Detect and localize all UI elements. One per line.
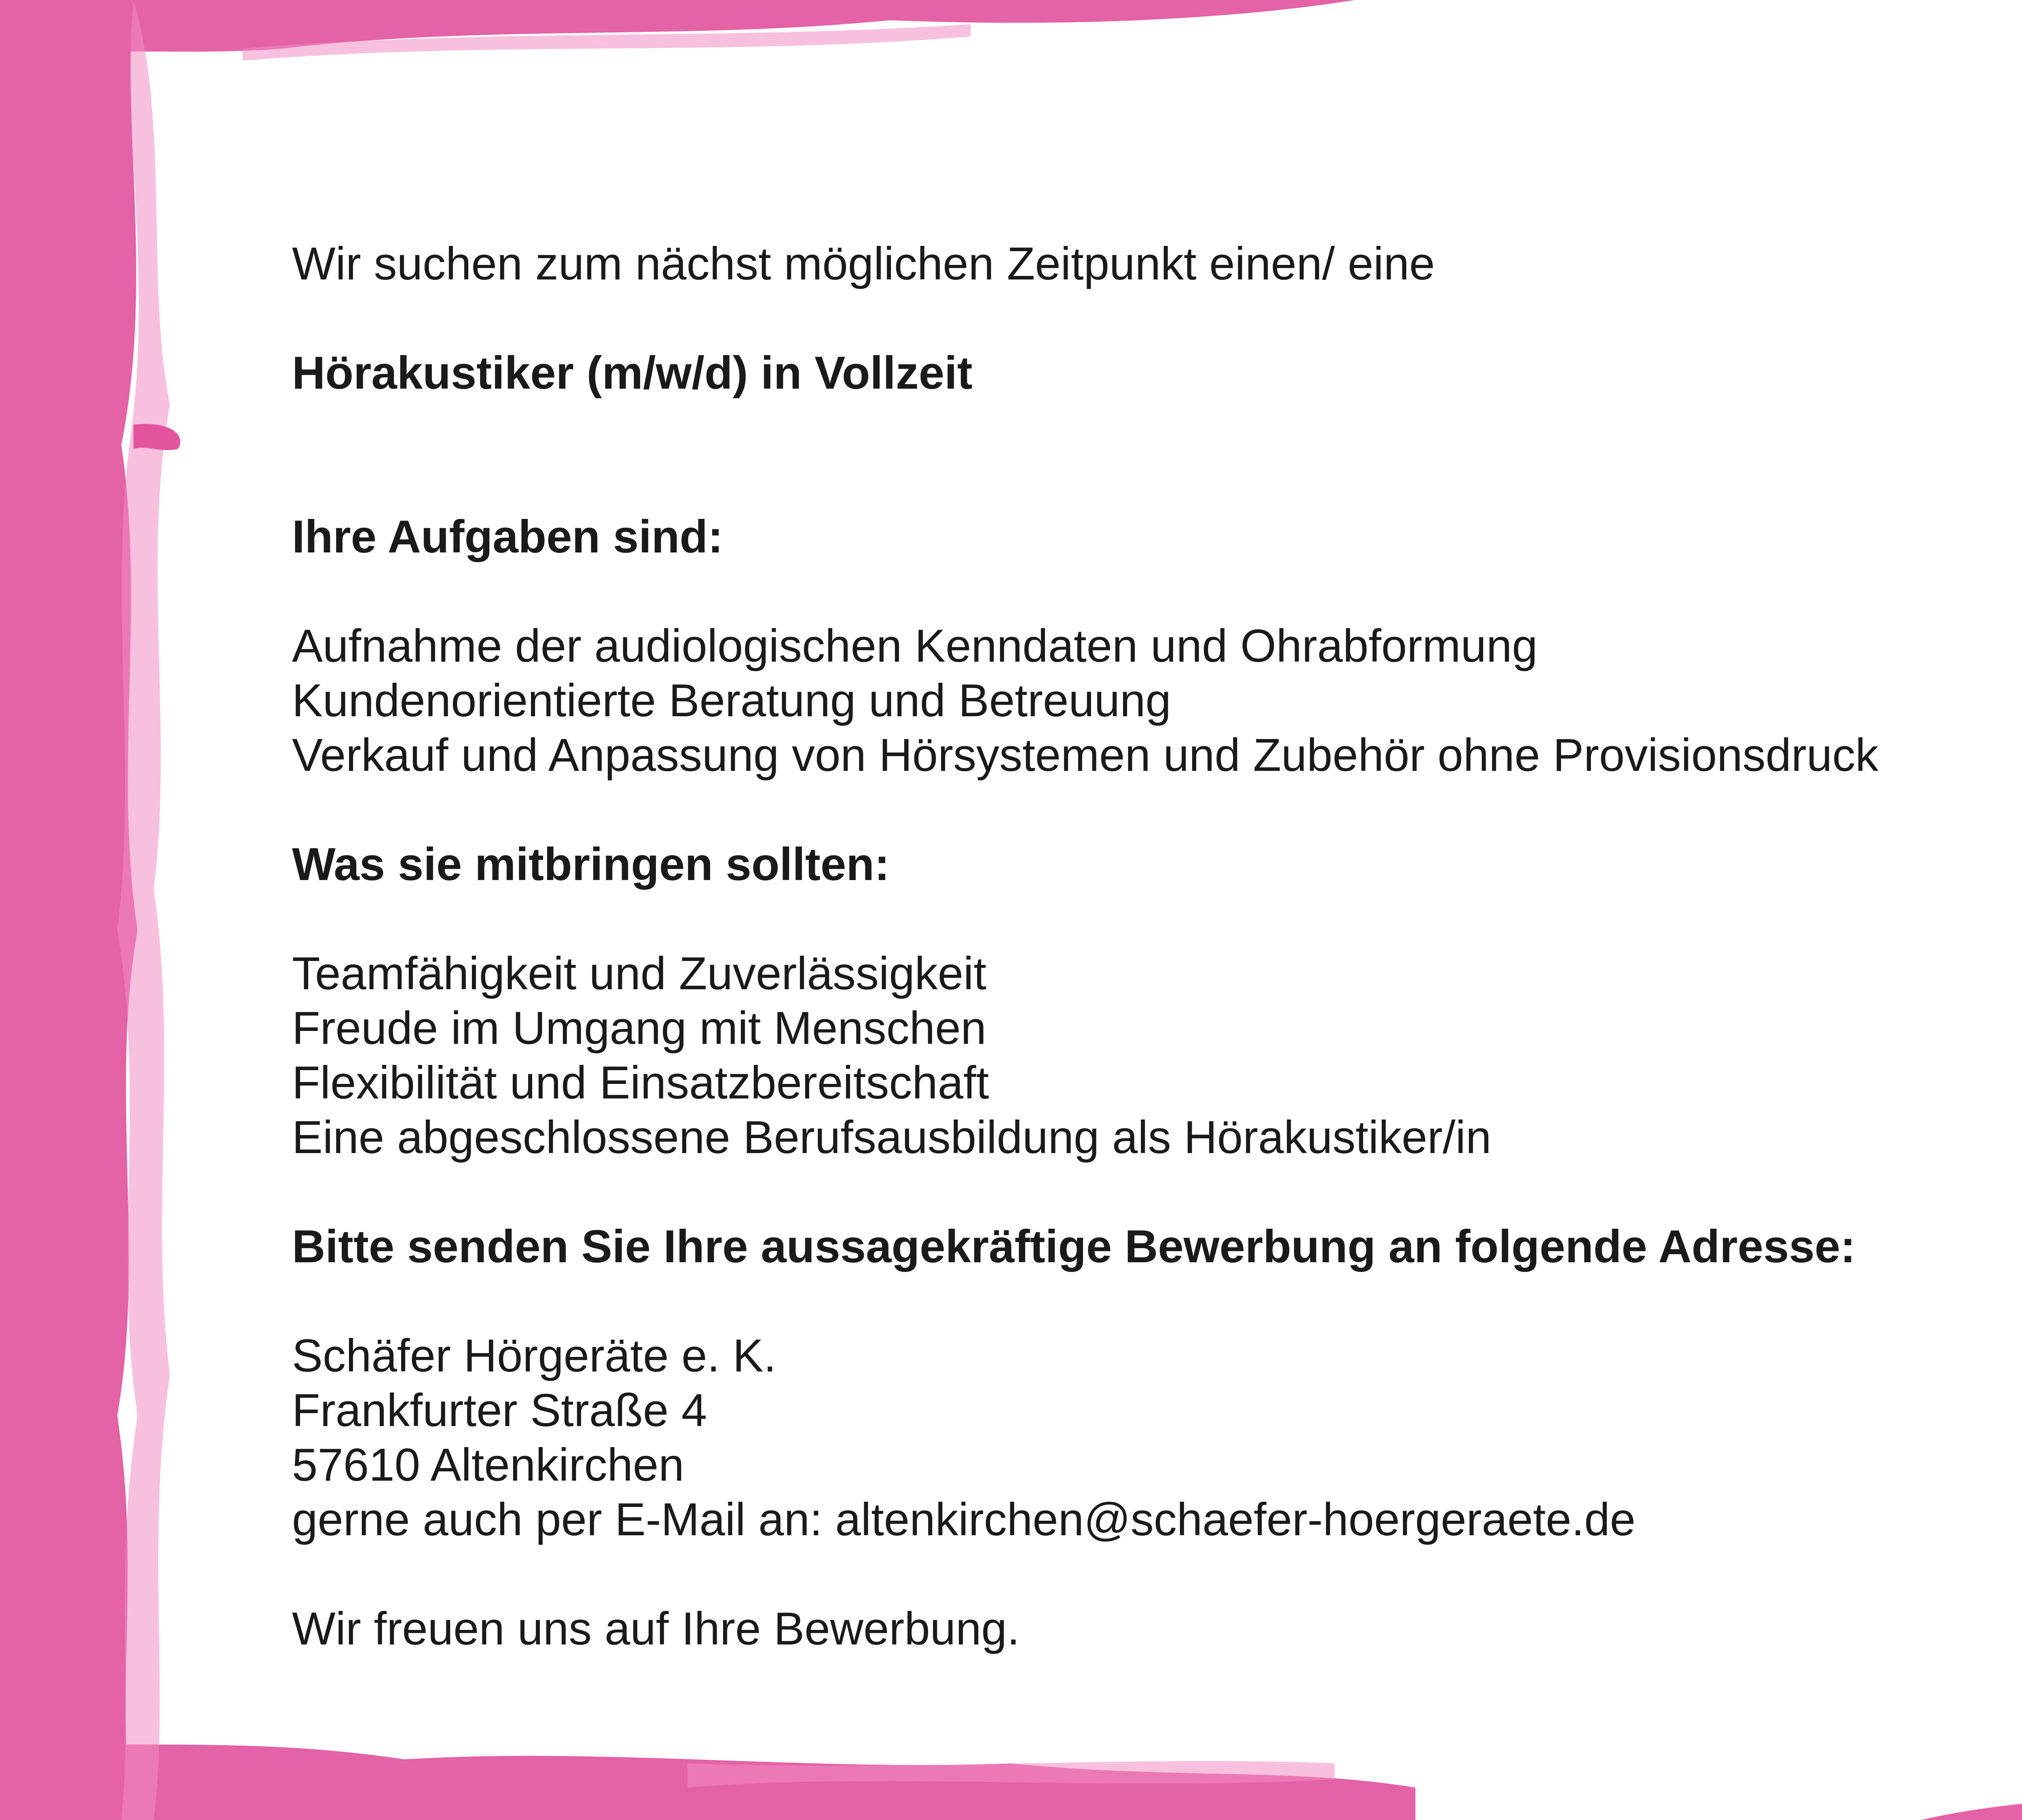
email-line[interactable]: gerne auch per E-Mail an: altenkirchen@schaefer-hoergeraete.de	[292, 1494, 1636, 1545]
company-name: Schäfer Hörgeräte e. K.	[292, 1330, 776, 1382]
street-address: Frankfurter Straße 4	[292, 1385, 707, 1436]
list-item: Freude im Umgang mit Menschen	[292, 1003, 987, 1054]
list-item: Kundenorientierte Beratung und Betreuung	[292, 675, 1171, 726]
tasks-heading: Ihre Aufgaben sind:	[292, 511, 723, 563]
job-title: Hörakustiker (m/w/d) in Vollzeit	[292, 347, 973, 399]
job-posting	[292, 237, 2022, 1656]
list-item: Aufnahme der audiologischen Kenndaten und Ohrabformung	[292, 620, 1538, 672]
application-heading: Bitte senden Sie Ihre aussagekräftige Bewerbung an folgende Adresse:	[292, 1221, 1856, 1272]
address-block	[292, 1329, 2022, 1547]
list-item: Flexibilität und Einsatzbereitschaft	[292, 1057, 989, 1109]
intro-text: Wir suchen zum nächst möglichen Zeitpunkt einen/ eine	[292, 238, 1435, 290]
list-item: Eine abgeschlossene Berufsausbildung als Hörakustiker/in	[292, 1112, 1491, 1163]
closing-text: Wir freuen uns auf Ihre Bewerbung.	[292, 1603, 1020, 1655]
requirements-heading: Was sie mitbringen sollten:	[292, 839, 890, 890]
tasks-list	[292, 619, 2022, 783]
city-address: 57610 Altenkirchen	[292, 1439, 684, 1491]
requirements-list	[292, 946, 2022, 1165]
list-item: Verkauf und Anpassung von Hörsystemen und Zubehör ohne Provisionsdruck	[292, 730, 1878, 781]
list-item: Teamfähigkeit und Zuverlässigkeit	[292, 948, 987, 999]
